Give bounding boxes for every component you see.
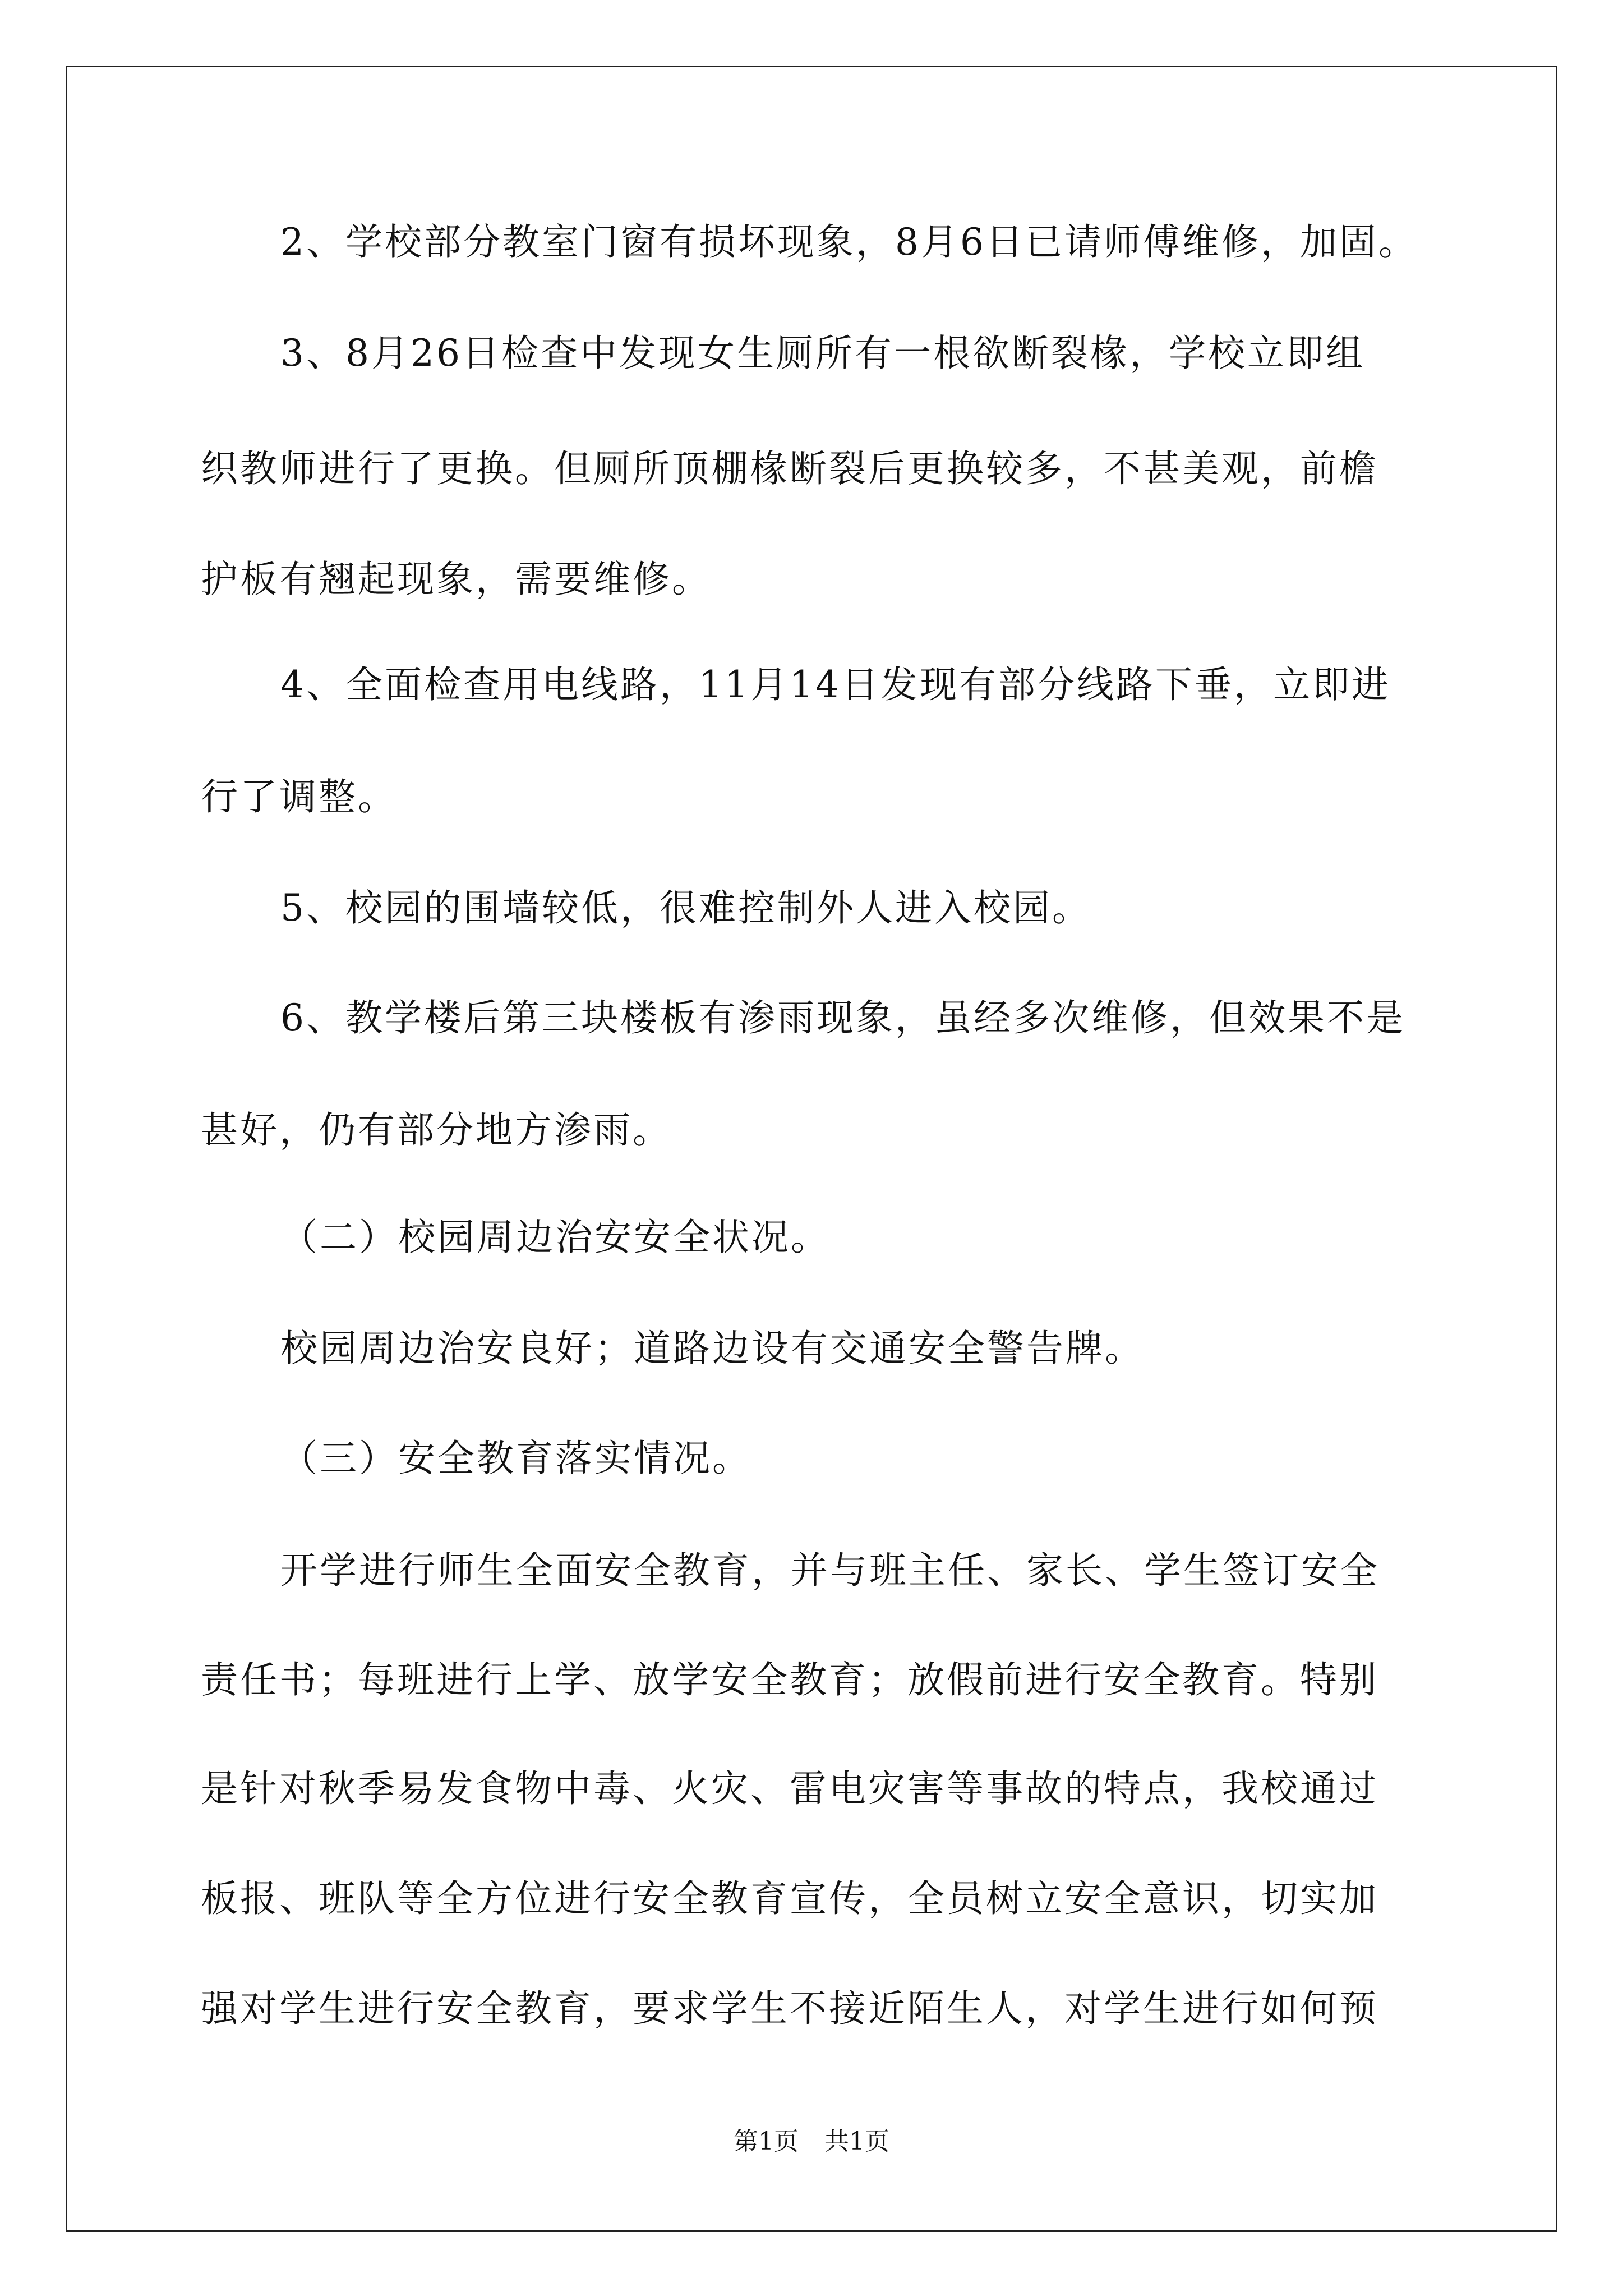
paragraph-line: 4、全面检查用电线路，11月14日发现有部分线路下垂，立即进 xyxy=(280,663,1391,706)
paragraph-line: 开学进行师生全面安全教育，并与班主任、家长、学生签订安全 xyxy=(280,1549,1380,1592)
paragraph-line: 织教师进行了更换。但厕所顶棚椽断裂后更换较多，不甚美观，前檐 xyxy=(201,447,1378,490)
paragraph-line: 板报、班队等全方位进行安全教育宣传，全员树立安全意识，切实加 xyxy=(201,1877,1378,1920)
paragraph-line: 2、学校部分教室门窗有损坏现象，8月6日已请师傅维修，加固。 xyxy=(280,220,1418,264)
section-heading: （三）安全教育落实情况。 xyxy=(280,1437,751,1480)
paragraph-line: 校园周边治安良好；道路边设有交通安全警告牌。 xyxy=(280,1327,1144,1370)
page-number-current: 第1页 xyxy=(734,2127,799,2156)
page-footer xyxy=(0,2126,1623,2157)
paragraph-line: 责任书；每班进行上学、放学安全教育；放假前进行安全教育。特别 xyxy=(201,1658,1378,1701)
paragraph-line: 6、教学楼后第三块楼板有渗雨现象，虽经多次维修，但效果不是 xyxy=(280,996,1405,1039)
paragraph-line: 甚好，仍有部分地方渗雨。 xyxy=(201,1108,672,1152)
paragraph-line: 护板有翘起现象，需要维修。 xyxy=(201,558,711,601)
paragraph-line: 是针对秋季易发食物中毒、火灾、雷电灾害等事故的特点，我校通过 xyxy=(201,1767,1378,1810)
section-heading: （二）校园周边治安安全状况。 xyxy=(280,1216,830,1259)
paragraph-line: 强对学生进行安全教育，要求学生不接近陌生人，对学生进行如何预 xyxy=(201,1987,1378,2030)
paragraph-line: 行了调整。 xyxy=(201,775,397,818)
paragraph-line: 5、校园的围墙较低，很难控制外人进入校园。 xyxy=(280,886,1091,930)
page-number-total: 共1页 xyxy=(824,2127,889,2156)
paragraph-line: 3、8月26日检查中发现女生厕所有一根欲断裂椽，学校立即组 xyxy=(280,332,1365,375)
